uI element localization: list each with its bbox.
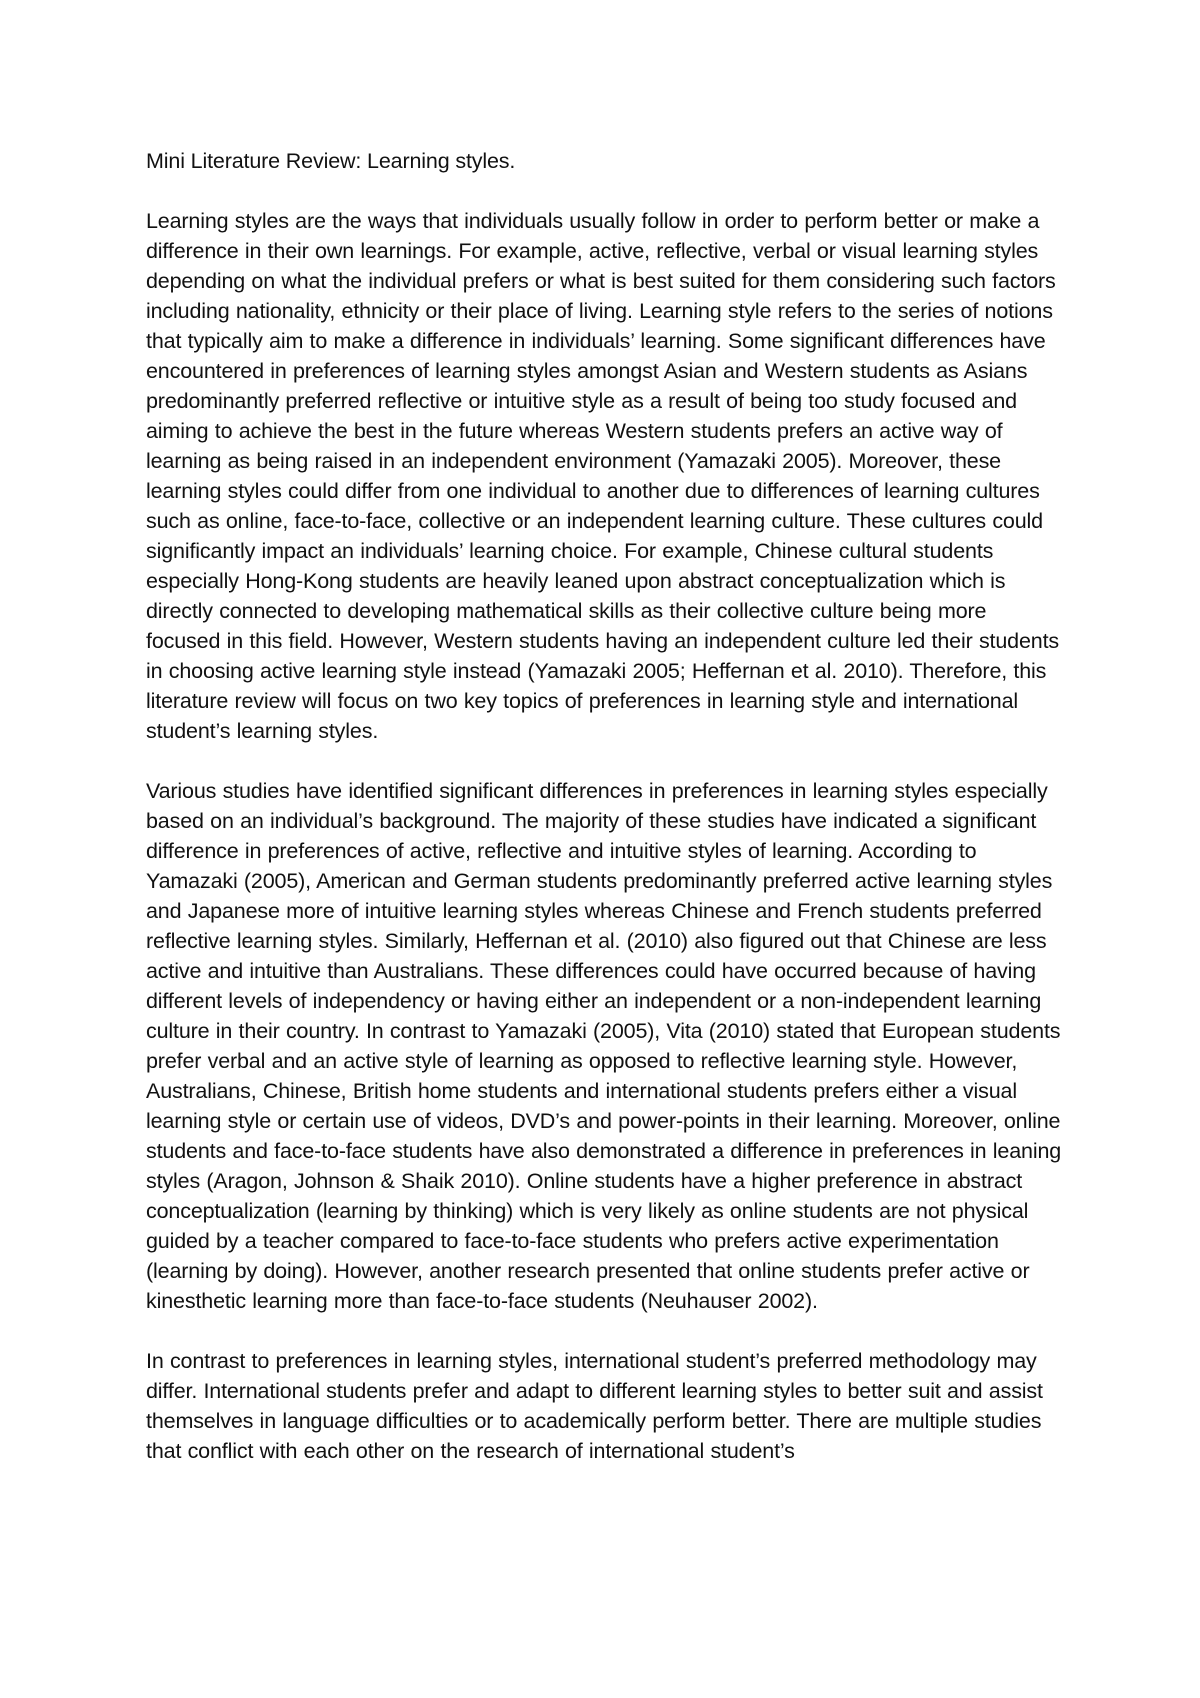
paragraph-introduction: Learning styles are the ways that individuals usually follow in order to perform better or make a difference in their own learnings. For example, active, reflective, verbal or visual learning styles depending on what the individual prefers or what is best suited for them considering such factors including nationality, ethnicity or their place of living. Learning style refers to the series of notions that typically aim to make a difference in individuals’ learning. Some significant differences have encountered in preferences of learning styles amongst Asian and Western students as Asians predominantly preferred reflective or intuitive style as a result of being too study focused and aiming to achieve the best in the future whereas Western students prefers an active way of learning as being raised in an independent environment (Yamazaki 2005). Moreover, these learning styles could differ from one individual to another due to differences of learning cultures such as online, face-to-face, collective or an independent learning culture. These cultures could significantly impact an individuals’ learning choice. For example, Chinese cultural students especially Hong-Kong students are heavily leaned upon abstract conceptualization which is directly connected to developing mathematical skills as their collective culture being more focused in this field. However, Western students having an independent culture led their students in choosing active learning style instead (Yamazaki 2005; Heffernan et al. 2010). Therefore, this literature review will focus on two key topics of preferences in learning style and international student’s learning styles. xyxy=(146,209,1060,743)
document-title: Mini Literature Review: Learning styles. xyxy=(146,149,516,173)
paragraph-preferences: Various studies have identified significant differences in preferences in learning styles especially based on an individual’s background. The majority of these studies have indicated a significant difference in preferences of active, reflective and intuitive styles of learning. According to Yamazaki (2005), American and German students predominantly preferred active learning styles and Japanese more of intuitive learning styles whereas Chinese and French students preferred reflective learning styles. Similarly, Heffernan et al. (2010) also figured out that Chinese are less active and intuitive than Australians. These differences could have occurred because of having different levels of independency or having either an independent or a non-independent learning culture in their country. In contrast to Yamazaki (2005), Vita (2010) stated that European students prefer verbal and an active style of learning as opposed to reflective learning style. However, Australians, Chinese, British home students and international students prefers either a visual learning style or certain use of videos, DVD’s and power-points in their learning. Moreover, online students and face-to-face students have also demonstrated a difference in preferences in leaning styles (Aragon, Johnson & Shaik 2010). Online students have a higher preference in abstract conceptualization (learning by thinking) which is very likely as online students are not physical guided by a teacher compared to face-to-face students who prefers active experimentation (learning by doing). However, another research presented that online students prefer active or kinesthetic learning more than face-to-face students (Neuhauser 2002). xyxy=(146,779,1062,1313)
paragraph-international-students: In contrast to preferences in learning styles, international student’s preferred methodology may differ. International students prefer and adapt to different learning styles to better suit and assist themselves in language difficulties or to academically perform better. There are multiple studies that conflict with each other on the research of international student’s xyxy=(146,1349,1043,1463)
document-body xyxy=(146,146,1066,1466)
